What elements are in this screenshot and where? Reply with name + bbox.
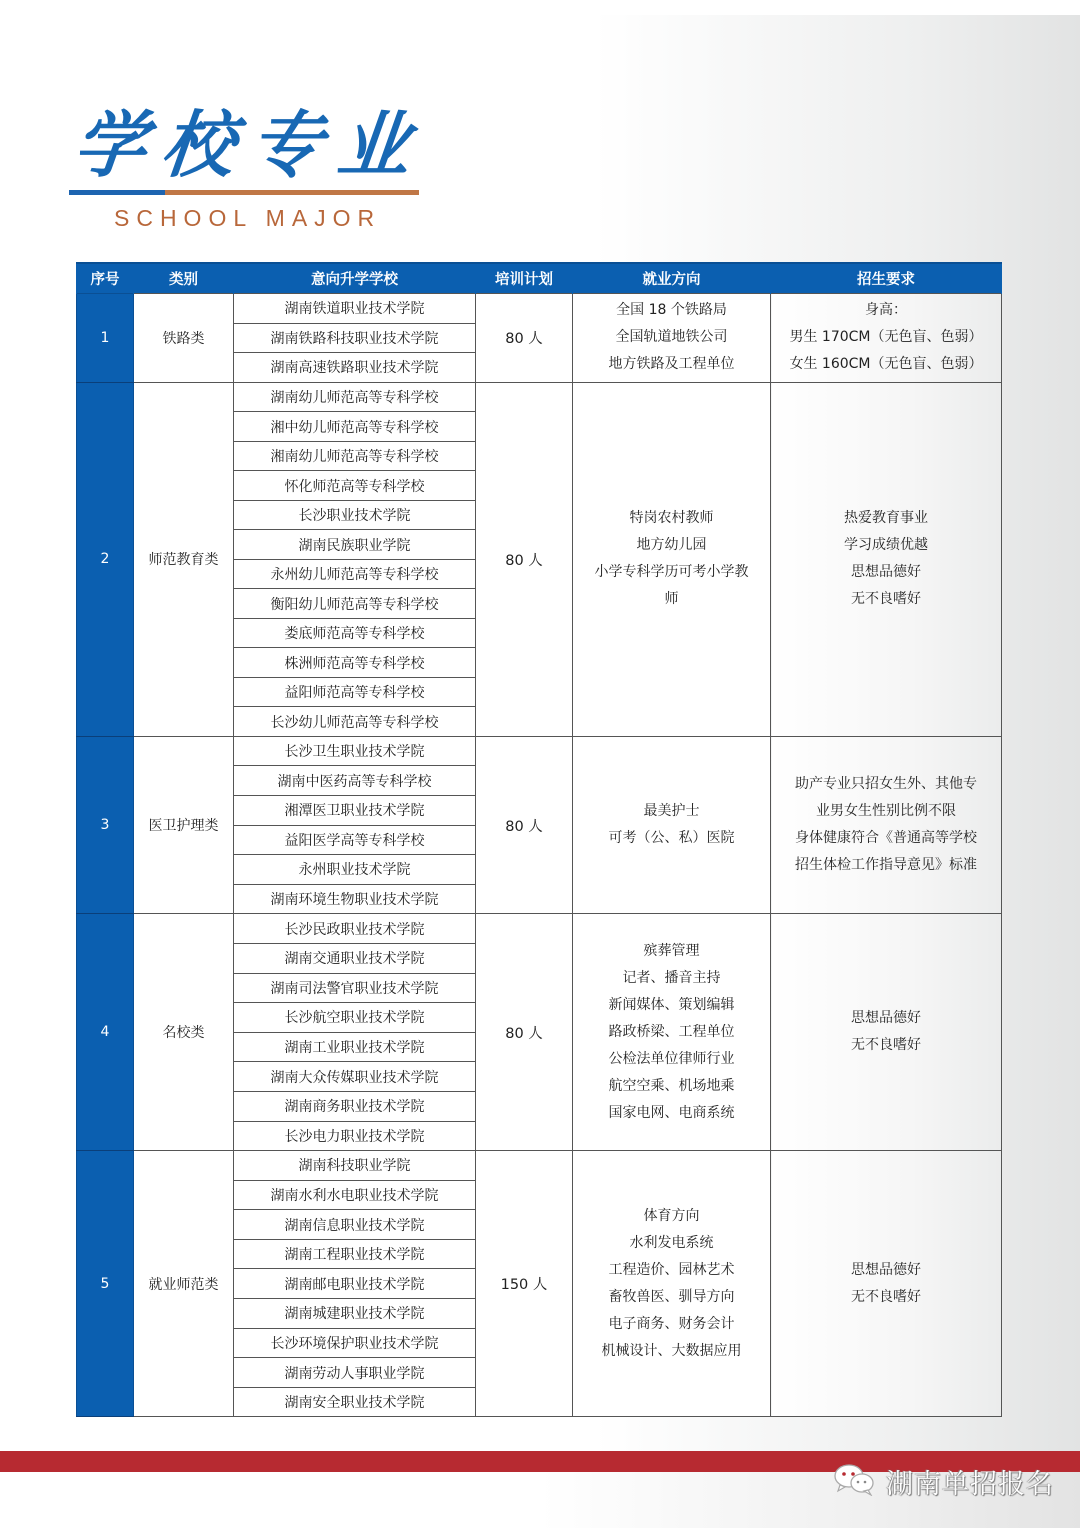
employment-line: 电子商务、财务会计 (608, 1315, 735, 1332)
top-margin (0, 0, 1080, 15)
school-cell: 长沙幼儿师范高等专科学校 (234, 707, 476, 737)
school-cell: 长沙环境保护职业技术学院 (234, 1328, 476, 1358)
training-plan-cell: 80 人 (476, 914, 573, 1151)
employment-line: 地方幼儿园 (636, 537, 707, 554)
employment-line: 特岗农村教师 (629, 510, 714, 527)
training-plan-cell: 80 人 (476, 382, 573, 736)
requirement-line: 身体健康符合《普通高等学校 (795, 830, 977, 847)
school-cell: 长沙民政职业技术学院 (234, 914, 476, 944)
school-cell: 益阳师范高等专科学校 (234, 677, 476, 707)
wechat-icon (832, 1462, 878, 1500)
category-cell: 医卫护理类 (134, 736, 234, 914)
school-cell: 湖南环境生物职业技术学院 (234, 884, 476, 914)
requirements-cell (771, 736, 1002, 914)
table-row (77, 736, 1002, 766)
school-cell: 湖南交通职业技术学院 (234, 943, 476, 973)
requirement-line: 男生 170CM（无色盲、色弱） (789, 329, 983, 346)
employment-line: 工程造价、园林艺术 (608, 1261, 735, 1278)
employment-line: 地方铁路及工程单位 (608, 356, 735, 373)
column-header-category: 类别 (134, 263, 234, 294)
school-cell: 永州幼儿师范高等专科学校 (234, 559, 476, 589)
table-row (77, 382, 1002, 412)
school-cell: 湖南民族职业学院 (234, 530, 476, 560)
school-cell: 湖南安全职业技术学院 (234, 1387, 476, 1417)
page-title: 学校专业 (69, 102, 431, 187)
training-plan-cell: 80 人 (476, 294, 573, 383)
requirements-cell (771, 914, 1002, 1151)
school-cell: 衡阳幼儿师范高等专科学校 (234, 589, 476, 619)
requirement-line: 思想品德好 (851, 1261, 921, 1278)
school-cell: 湖南信息职业技术学院 (234, 1210, 476, 1240)
table-row (77, 914, 1002, 944)
page-subtitle: SCHOOL MAJOR (114, 205, 382, 231)
requirements-cell (771, 294, 1002, 383)
requirement-line: 招生体检工作指导意见》标准 (795, 857, 977, 874)
category-cell: 师范教育类 (134, 382, 234, 736)
school-cell: 湖南邮电职业技术学院 (234, 1269, 476, 1299)
requirement-line: 无不良嗜好 (851, 591, 921, 608)
table-body (77, 294, 1002, 1417)
requirement-line: 思想品德好 (851, 564, 921, 581)
table-row (77, 294, 1002, 324)
school-cell: 湖南司法警官职业技术学院 (234, 973, 476, 1003)
school-cell: 湘中幼儿师范高等专科学校 (234, 412, 476, 442)
column-header-jobs: 就业方向 (573, 263, 771, 294)
employment-cell (573, 736, 771, 914)
majors-table (76, 262, 1002, 1417)
requirement-line: 无不良嗜好 (851, 1037, 921, 1054)
column-header-school: 意向升学学校 (234, 263, 476, 294)
column-header-plan: 培训计划 (476, 263, 573, 294)
school-cell: 益阳医学高等专科学校 (234, 825, 476, 855)
employment-cell (573, 914, 771, 1151)
employment-cell (573, 382, 771, 736)
school-cell: 湖南大众传媒职业技术学院 (234, 1062, 476, 1092)
school-cell: 湖南劳动人事职业学院 (234, 1358, 476, 1388)
requirement-line: 热爱教育事业 (844, 510, 928, 527)
employment-line: 机械设计、大数据应用 (601, 1342, 742, 1359)
school-cell: 株洲师范高等专科学校 (234, 648, 476, 678)
employment-line: 公检法单位律师行业 (608, 1050, 735, 1067)
footer-brand (832, 1456, 1054, 1506)
employment-line: 全国轨道地铁公司 (615, 329, 728, 346)
school-cell: 湖南商务职业技术学院 (234, 1091, 476, 1121)
school-cell: 长沙卫生职业技术学院 (234, 736, 476, 766)
category-cell: 就业师范类 (134, 1151, 234, 1417)
requirements-cell (771, 382, 1002, 736)
school-cell: 湖南工业职业技术学院 (234, 1032, 476, 1062)
employment-line: 记者、播音主持 (622, 969, 721, 986)
employment-line: 国家电网、电商系统 (608, 1104, 735, 1121)
employment-line: 最美护士 (643, 803, 700, 820)
employment-line: 航空空乘、机场地乘 (608, 1077, 735, 1094)
school-cell: 长沙电力职业技术学院 (234, 1121, 476, 1151)
school-cell: 湖南科技职业学院 (234, 1151, 476, 1181)
title-underline-blue (69, 190, 165, 195)
employment-cell (573, 294, 771, 383)
row-index: 4 (77, 914, 134, 1151)
category-cell: 铁路类 (134, 294, 234, 383)
school-cell: 湖南铁道职业技术学院 (234, 294, 476, 324)
requirement-line: 无不良嗜好 (851, 1288, 921, 1305)
school-cell: 永州职业技术学院 (234, 855, 476, 885)
row-index: 3 (77, 736, 134, 914)
requirement-line: 学习成绩优越 (844, 537, 928, 554)
column-header-index: 序号 (77, 263, 134, 294)
employment-line: 师 (664, 591, 679, 608)
requirement-line: 业男女生性别比例不限 (816, 803, 956, 820)
school-cell: 湖南高速铁路职业技术学院 (234, 353, 476, 383)
school-cell: 湘潭医卫职业技术学院 (234, 795, 476, 825)
training-plan-cell: 150 人 (476, 1151, 573, 1417)
school-cell: 长沙职业技术学院 (234, 500, 476, 530)
school-cell: 湖南水利水电职业技术学院 (234, 1180, 476, 1210)
requirement-line: 女生 160CM（无色盲、色弱） (789, 356, 983, 373)
requirement-line: 身高： (865, 302, 907, 319)
school-cell: 湖南中医药高等专科学校 (234, 766, 476, 796)
training-plan-cell: 80 人 (476, 736, 573, 914)
requirement-line: 助产专业只招女生外、其他专 (795, 776, 977, 793)
category-cell: 名校类 (134, 914, 234, 1151)
school-cell: 娄底师范高等专科学校 (234, 618, 476, 648)
row-index: 1 (77, 294, 134, 383)
employment-line: 小学专科学历可考小学教 (594, 564, 749, 581)
employment-line: 畜牧兽医、驯导方向 (608, 1288, 735, 1305)
employment-cell (573, 1151, 771, 1417)
column-header-requirements: 招生要求 (771, 263, 1002, 294)
school-cell: 怀化师范高等专科学校 (234, 471, 476, 501)
school-cell: 长沙航空职业技术学院 (234, 1003, 476, 1033)
employment-line: 殡葬管理 (643, 942, 700, 959)
requirements-cell (771, 1151, 1002, 1417)
school-cell: 湖南工程职业技术学院 (234, 1239, 476, 1269)
table-row (77, 1151, 1002, 1181)
row-index: 2 (77, 382, 134, 736)
row-index: 5 (77, 1151, 134, 1417)
employment-line: 水利发电系统 (629, 1234, 714, 1251)
school-cell: 湖南幼儿师范高等专科学校 (234, 382, 476, 412)
requirement-line: 思想品德好 (851, 1010, 921, 1027)
employment-line: 可考（公、私）医院 (608, 830, 735, 847)
table-header-row (77, 263, 1002, 294)
employment-line: 体育方向 (643, 1207, 700, 1224)
title-underline-orange (165, 190, 419, 195)
employment-line: 路政桥梁、工程单位 (608, 1023, 735, 1040)
employment-line: 全国 18 个铁路局 (616, 302, 727, 319)
school-cell: 湖南城建职业技术学院 (234, 1299, 476, 1329)
brand-name: 湖南单招报名 (886, 1468, 1054, 1500)
school-cell: 湖南铁路科技职业技术学院 (234, 323, 476, 353)
school-cell: 湘南幼儿师范高等专科学校 (234, 441, 476, 471)
employment-line: 新闻媒体、策划编辑 (608, 996, 735, 1013)
